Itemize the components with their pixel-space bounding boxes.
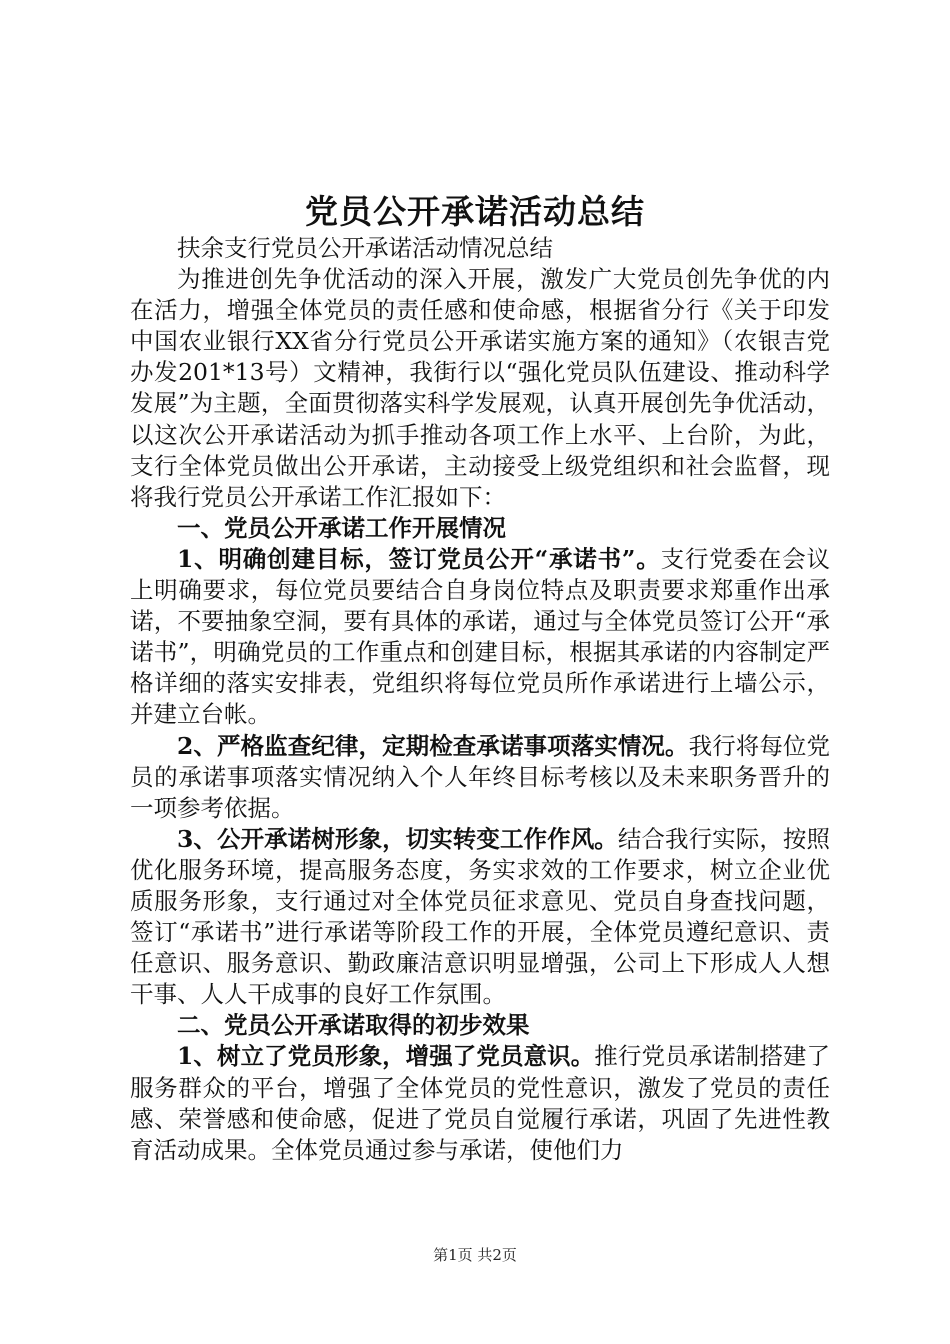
paragraph-body: 支行党委在会议上明确要求，每位党员要结合自身岗位特点及职责要求郑重作出承诺，不要抽象空洞，要有具体的承诺，通过与全体党员签订公开“承诺书”，明确党员的工作重点和创建目标，根据其承诺的内容制定严格详细的落实安排表，党组织将每位党员所作承诺进行上墙公示，并建立台帐。: [130, 544, 831, 729]
paragraph-body: 结合我行实际，按照优化服务环境，提高服务态度，务实求效的工作要求，树立企业优质服务形象，支行通过对全体党员征求意见、党员自身查找问题，签订“承诺书”进行承诺等阶段工作的开展，全体党员遵纪意识、责任意识、服务意识、勤政廉洁意识明显增强，公司上下形成人人想干事、人人干成事的良好工作氛围。: [130, 824, 830, 1009]
paragraph-body: 推行党员承诺制搭建了服务群众的平台，增强了全体党员的党性意识，激发了党员的责任感、荣誉感和使命感，促进了党员自觉履行承诺，巩固了先进性教育活动成果。全体党员通过参与承诺，使他们力: [130, 1042, 830, 1164]
page-number-footer: 第1页 共2页: [433, 1246, 517, 1264]
paragraph-lead: 1、树立了党员形象，增强了党员意识。: [177, 1042, 595, 1071]
paragraph-lead: 2、严格监查纪律，定期检查承诺事项落实情况。: [177, 731, 689, 760]
section1-paragraph-2: [130, 731, 830, 824]
section-heading-2: 二、党员公开承诺取得的初步效果: [177, 1011, 530, 1040]
document-subtitle: 扶余支行党员公开承诺活动情况总结: [177, 234, 553, 262]
paragraph-lead: 1、明确创建目标，签订党员公开“承诺书”。: [177, 544, 661, 573]
section-heading-1: 一、党员公开承诺工作开展情况: [177, 513, 506, 542]
section1-paragraph-1: [130, 544, 830, 731]
paragraph-lead: 3、公开承诺树形象，切实转变工作作风。: [177, 824, 618, 853]
document-body: [130, 233, 830, 1166]
paragraph-body: 我行将每位党员的承诺事项落实情况纳入个人年终目标考核以及未来职务晋升的一项参考依据。: [130, 731, 831, 822]
intro-paragraph: 为推进创先争优活动的深入开展，激发广大党员创先争优的内在活力，增强全体党员的责任感和使命感，根据省分行《关于印发中国农业银行XX省分行党员公开承诺实施方案的通知》（农银吉党办发201*13号）文精神，我街行以“强化党员队伍建设、推动科学发展”为主题，全面贯彻落实科学发展观，认真开展创先争优活动，以这次公开承诺活动为抓手推动各项工作上水平、上台阶，为此，支行全体党员做出公开承诺，主动接受上级党组织和社会监督，现将我行党员公开承诺工作汇报如下：: [130, 265, 830, 511]
section1-paragraph-3: [130, 824, 830, 1011]
section2-paragraph-1: [130, 1041, 830, 1165]
document-title: 党员公开承诺活动总结: [305, 192, 645, 231]
